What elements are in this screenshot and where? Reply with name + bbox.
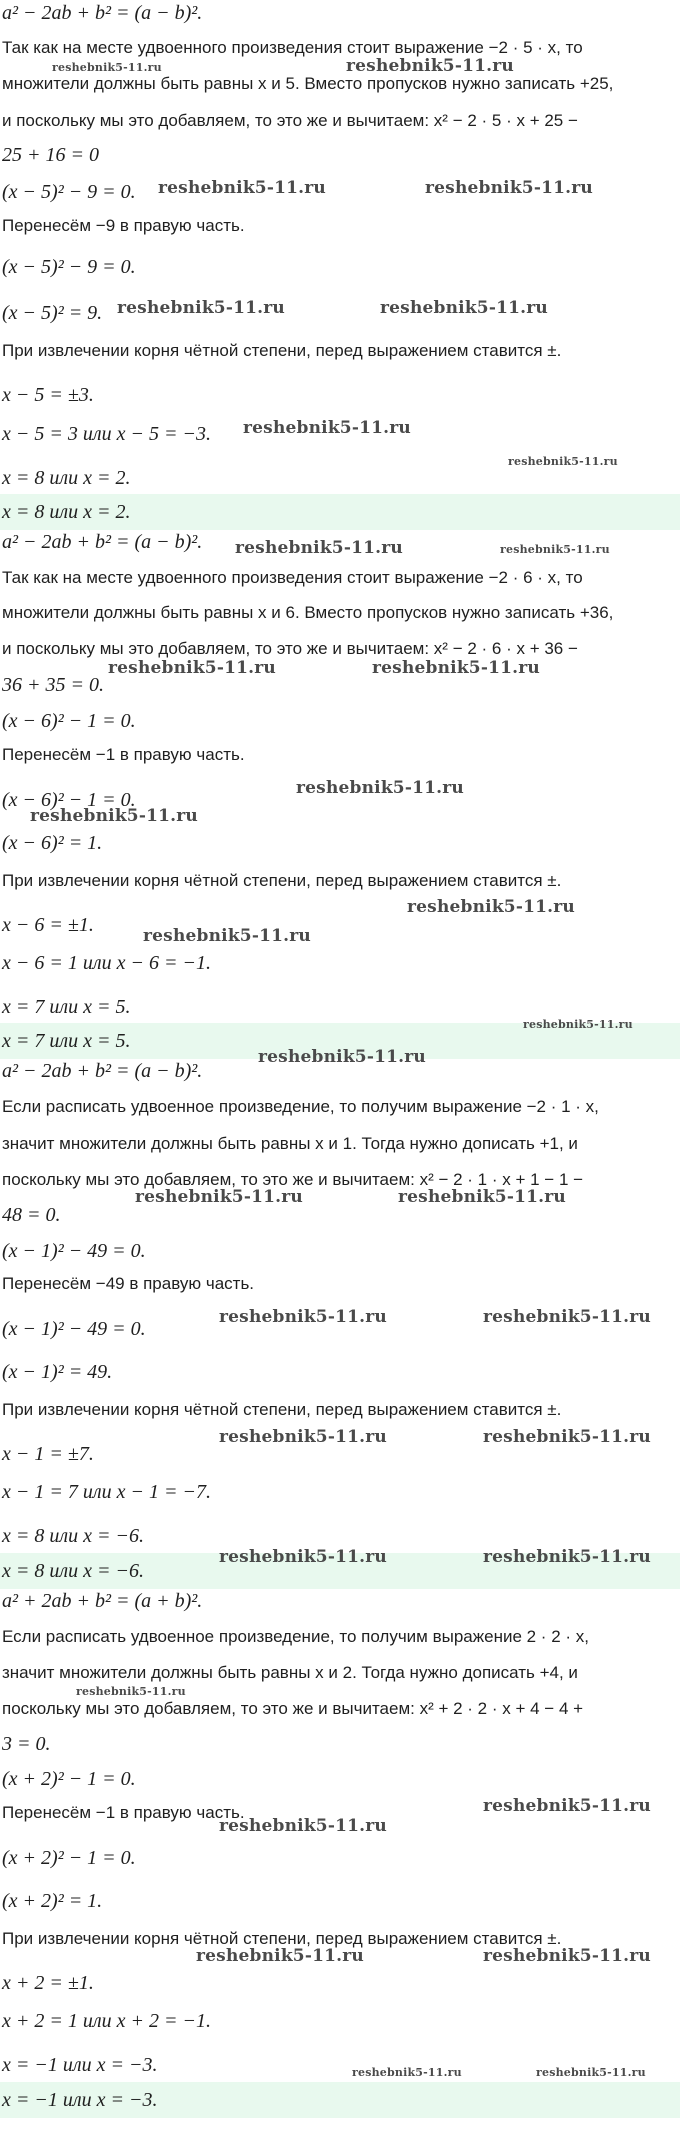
watermark: reshebnik5-11.ru (30, 806, 198, 826)
formula-line: a² − 2ab + b² = (a − b)². (2, 531, 203, 553)
formula-line: (x − 6)² − 1 = 0. (2, 710, 136, 732)
watermark: reshebnik5-11.ru (500, 543, 610, 556)
formula-line: a² − 2ab + b² = (a − b)². (2, 2, 203, 24)
text-line: Перенесём −1 в правую часть. (2, 1803, 245, 1822)
formula-line: x = −1 или x = −3. (2, 2054, 158, 2076)
watermark: reshebnik5-11.ru (380, 298, 548, 318)
text-line: При извлечении корня чётной степени, перед выражением ставится ±. (2, 1400, 562, 1419)
watermark: reshebnik5-11.ru (372, 658, 540, 678)
watermark: reshebnik5-11.ru (196, 1946, 364, 1966)
formula-line: x − 5 = 3 или x − 5 = −3. (2, 423, 211, 445)
text-line: значит множители должны быть равны x и 1. Тогда нужно дописать +1, и (2, 1134, 578, 1153)
text-line: Перенесём −49 в правую часть. (2, 1274, 255, 1293)
text-line: Так как на месте удвоенного произведения стоит выражение −2 · 5 · x, то (2, 38, 583, 57)
formula-line: (x − 5)² − 9 = 0. (2, 256, 136, 278)
text-line: поскольку мы это добавляем, то это же и вычитаем: x² + 2 · 2 · x + 4 − 4 + (2, 1699, 584, 1718)
watermark: reshebnik5-11.ru (508, 455, 618, 468)
watermark: reshebnik5-11.ru (352, 2066, 462, 2079)
formula-line: x − 5 = ±3. (2, 384, 94, 406)
formula-line: (x + 2)² − 1 = 0. (2, 1847, 136, 1869)
watermark: reshebnik5-11.ru (117, 298, 285, 318)
watermark: reshebnik5-11.ru (523, 1018, 633, 1031)
watermark: reshebnik5-11.ru (219, 1547, 387, 1567)
formula-line: (x − 1)² = 49. (2, 1361, 113, 1383)
watermark: reshebnik5-11.ru (407, 897, 575, 917)
formula-line: x = 7 или x = 5. (2, 996, 131, 1018)
watermark: reshebnik5-11.ru (76, 1685, 186, 1698)
answer-line: x = 8 или x = 2. (2, 501, 131, 523)
formula-line: (x + 2)² = 1. (2, 1890, 103, 1912)
text-line: значит множители должны быть равны x и 2. Тогда нужно дописать +4, и (2, 1663, 578, 1682)
watermark: reshebnik5-11.ru (158, 178, 326, 198)
text-line: Если расписать удвоенное произведение, то получим выражение 2 · 2 · x, (2, 1627, 589, 1646)
text-line: и поскольку мы это добавляем, то это же и вычитаем: x² − 2 · 6 · x + 36 − (2, 639, 578, 658)
formula-line: x − 1 = ±7. (2, 1443, 94, 1465)
formula-line: x + 2 = 1 или x + 2 = −1. (2, 2010, 211, 2032)
formula-line: a² + 2ab + b² = (a + b)². (2, 1590, 203, 1612)
formula-line: x − 6 = ±1. (2, 914, 94, 936)
text-line: поскольку мы это добавляем, то это же и вычитаем: x² − 2 · 1 · x + 1 − 1 − (2, 1170, 584, 1189)
watermark: reshebnik5-11.ru (143, 926, 311, 946)
formula-line: x − 6 = 1 или x − 6 = −1. (2, 952, 211, 974)
watermark: reshebnik5-11.ru (483, 1796, 651, 1816)
watermark: reshebnik5-11.ru (235, 538, 403, 558)
watermark: reshebnik5-11.ru (346, 56, 514, 76)
formula-line: (x − 1)² − 49 = 0. (2, 1318, 146, 1340)
formula-line: 48 = 0. (2, 1204, 61, 1226)
formula-line: x = 8 или x = 2. (2, 467, 131, 489)
formula-line: 3 = 0. (2, 1733, 51, 1755)
watermark: reshebnik5-11.ru (483, 1427, 651, 1447)
text-line: При извлечении корня чётной степени, перед выражением ставится ±. (2, 871, 562, 890)
text-line: множители должны быть равны x и 6. Вместо пропусков нужно записать +36, (2, 603, 614, 622)
formula-line: x + 2 = ±1. (2, 1972, 94, 1994)
watermark: reshebnik5-11.ru (52, 61, 162, 74)
text-line: Так как на месте удвоенного произведения стоит выражение −2 · 6 · x, то (2, 568, 583, 587)
text-line: Если расписать удвоенное произведение, то получим выражение −2 · 1 · x, (2, 1097, 599, 1116)
watermark: reshebnik5-11.ru (536, 2066, 646, 2079)
answer-line: x = 7 или x = 5. (2, 1030, 131, 1052)
formula-line: 25 + 16 = 0 (2, 144, 99, 166)
watermark: reshebnik5-11.ru (296, 778, 464, 798)
formula-line: 36 + 35 = 0. (2, 674, 104, 696)
watermark: reshebnik5-11.ru (219, 1816, 387, 1836)
formula-line: (x − 5)² − 9 = 0. (2, 181, 136, 203)
answer-line: x = 8 или x = −6. (2, 1560, 144, 1582)
watermark: reshebnik5-11.ru (483, 1307, 651, 1327)
watermark: reshebnik5-11.ru (258, 1047, 426, 1067)
watermark: reshebnik5-11.ru (483, 1547, 651, 1567)
formula-line: (x − 1)² − 49 = 0. (2, 1240, 146, 1262)
text-line: При извлечении корня чётной степени, перед выражением ставится ±. (2, 341, 562, 360)
text-line: множители должны быть равны x и 5. Вместо пропусков нужно записать +25, (2, 74, 614, 93)
watermark: reshebnik5-11.ru (219, 1307, 387, 1327)
watermark: reshebnik5-11.ru (135, 1187, 303, 1207)
watermark: reshebnik5-11.ru (108, 658, 276, 678)
text-line: и поскольку мы это добавляем, то это же и вычитаем: x² − 2 · 5 · x + 25 − (2, 111, 578, 130)
answer-line: x = −1 или x = −3. (2, 2089, 158, 2111)
text-line: Перенесём −9 в правую часть. (2, 216, 245, 235)
formula-line: x − 1 = 7 или x − 1 = −7. (2, 1481, 211, 1503)
text-line: Перенесём −1 в правую часть. (2, 745, 245, 764)
watermark: reshebnik5-11.ru (398, 1187, 566, 1207)
formula-line: (x − 6)² = 1. (2, 832, 103, 854)
watermark: reshebnik5-11.ru (219, 1427, 387, 1447)
formula-line: (x + 2)² − 1 = 0. (2, 1768, 136, 1790)
watermark: reshebnik5-11.ru (483, 1946, 651, 1966)
watermark: reshebnik5-11.ru (243, 418, 411, 438)
text-line: При извлечении корня чётной степени, перед выражением ставится ±. (2, 1929, 562, 1948)
formula-line: x = 8 или x = −6. (2, 1525, 144, 1547)
formula-line: a² − 2ab + b² = (a − b)². (2, 1060, 203, 1082)
watermark: reshebnik5-11.ru (425, 178, 593, 198)
formula-line: (x − 5)² = 9. (2, 302, 103, 324)
formula-line: (x − 6)² − 1 = 0. (2, 789, 136, 811)
